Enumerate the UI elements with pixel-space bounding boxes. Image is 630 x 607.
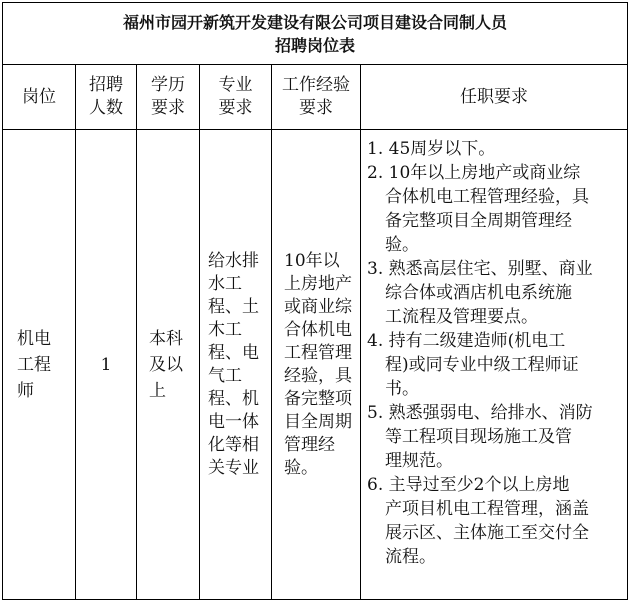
- requirement-line: 展示区、主体施工至交付全: [385, 523, 589, 543]
- recruitment-sheet: [2, 2, 627, 604]
- major-line: 电一体: [208, 411, 259, 432]
- requirement-item: [367, 161, 623, 257]
- position-line: 工程: [17, 354, 51, 375]
- experience-line: 上房地产: [284, 273, 352, 294]
- requirement-line: 程)或同专业中级工程师证: [385, 355, 579, 375]
- experience-line: 经验，具: [284, 365, 352, 386]
- requirement-line: 5. 熟悉强弱电、给排水、消防: [367, 403, 593, 423]
- cell-major: [200, 130, 272, 600]
- header-experience-line-2: 要求: [299, 98, 333, 118]
- requirement-item: [367, 137, 623, 161]
- requirement-line: 3. 熟悉高层住宅、别墅、商业: [367, 259, 593, 279]
- experience-line: 目全周期: [284, 411, 352, 432]
- table-title: [3, 3, 628, 65]
- major-line: 化等相: [208, 434, 259, 455]
- cell-position: [3, 130, 76, 600]
- header-education: [137, 65, 200, 130]
- cell-experience: [272, 130, 361, 600]
- experience-line: 备完整项: [284, 388, 352, 409]
- major-line: 给水排: [208, 250, 259, 271]
- header-duties: [361, 65, 628, 130]
- experience-line: 管理经: [284, 434, 335, 455]
- requirement-line: 2. 10年以上房地产或商业综: [367, 163, 581, 183]
- requirement-line: 合体机电工程管理经验，具: [385, 187, 589, 207]
- major-line: 气工: [208, 365, 242, 386]
- recruitment-table: [2, 2, 628, 600]
- header-major-line-2: 要求: [218, 98, 253, 118]
- education-line: 本科: [149, 328, 183, 349]
- experience-line: 验。: [284, 457, 318, 478]
- count-value: 1: [100, 354, 112, 375]
- header-experience-line-1: 工作经验: [282, 75, 350, 95]
- requirement-line: 产项目机电工程管理，涵盖: [385, 499, 589, 519]
- major-line: 水工: [208, 273, 242, 294]
- header-duties-label: 任职要求: [460, 86, 529, 107]
- requirement-line: 流程。: [385, 547, 436, 567]
- requirement-item: [367, 257, 623, 329]
- requirement-line: 理规范。: [385, 451, 453, 471]
- header-row: [3, 65, 628, 130]
- education-line: 及以: [149, 354, 183, 375]
- cell-education: [137, 130, 200, 600]
- header-position: [3, 65, 76, 130]
- cell-count: [76, 130, 137, 600]
- major-line: 程、机: [208, 388, 259, 409]
- cell-requirements: [361, 130, 628, 600]
- header-education-line-2: 要求: [151, 98, 185, 118]
- education-line: 上: [149, 380, 166, 401]
- requirement-line: 工流程及管理要点。: [385, 307, 538, 327]
- experience-line: 或商业综: [284, 296, 352, 317]
- requirement-item: [367, 401, 623, 473]
- requirement-line: 1. 45周岁以下。: [367, 139, 496, 159]
- requirement-line: 4. 持有二级建造师(机电工: [367, 331, 566, 351]
- experience-line: 10年以: [284, 250, 340, 271]
- requirement-line: 验。: [385, 235, 419, 255]
- title-line-1: 福州市园开新筑开发建设有限公司项目建设合同制人员: [123, 12, 508, 32]
- major-line: 程、电: [208, 342, 259, 363]
- requirement-line: 备完整项目全周期管理经: [385, 211, 572, 231]
- experience-line: 合体机电: [284, 319, 352, 340]
- requirement-item: [367, 329, 623, 401]
- position-line: 机电: [17, 328, 51, 349]
- experience-line: 工程管理: [284, 342, 352, 363]
- header-count: [76, 65, 137, 130]
- header-major-line-1: 专业: [218, 75, 253, 95]
- requirement-line: 6. 主导过至少2个以上房地: [367, 475, 570, 495]
- major-line: 关专业: [208, 457, 259, 478]
- header-count-line-2: 人数: [89, 98, 123, 118]
- requirement-line: 等工程项目现场施工及管: [385, 427, 572, 447]
- header-position-label: 岗位: [22, 86, 56, 107]
- header-education-line-1: 学历: [151, 75, 185, 95]
- title-line-2: 招聘岗位表: [275, 35, 356, 55]
- header-experience: [272, 65, 361, 130]
- header-count-line-1: 招聘: [89, 75, 123, 95]
- requirement-line: 书。: [385, 379, 419, 399]
- header-major: [200, 65, 272, 130]
- requirement-item: [367, 473, 623, 569]
- requirement-line: 综合体或酒店机电系统施: [385, 283, 572, 303]
- position-line: 师: [17, 380, 34, 401]
- major-line: 木工: [208, 319, 242, 340]
- major-line: 程、土: [208, 296, 259, 317]
- table-row: [3, 130, 628, 600]
